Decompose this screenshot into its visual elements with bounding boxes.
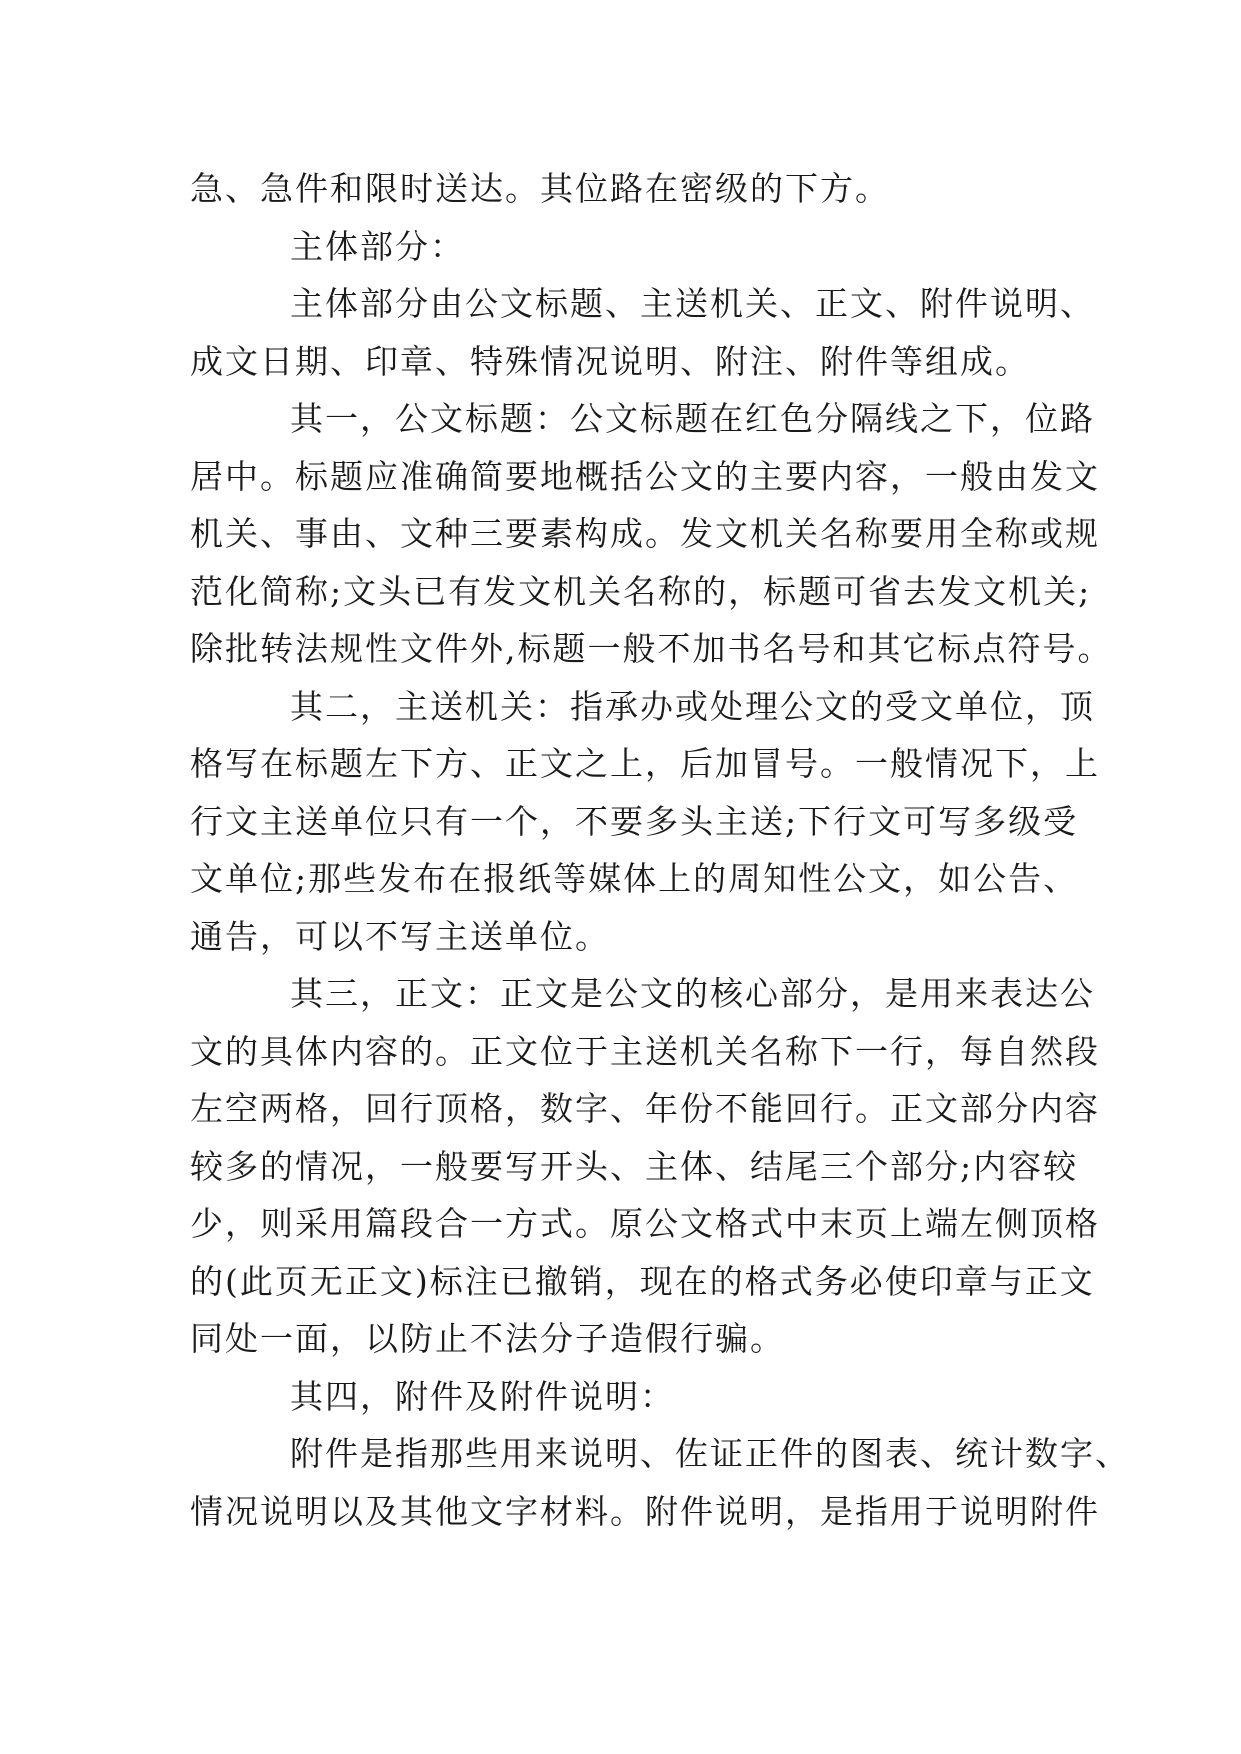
- paragraph-4: [190, 390, 1113, 678]
- section-heading: 其四，附件及附件说明：: [290, 1376, 675, 1416]
- text-line: 通告，可以不写主送单位。: [190, 916, 610, 956]
- text-line: 格写在标题左下方、正文之上，后加冒号。一般情况下，上: [190, 744, 1100, 783]
- text-line: 其三，正文：正文是公文的核心部分，是用来表达公: [290, 974, 1095, 1013]
- text-line: 附件是指那些用来说明、佐证正件的图表、统计数字、: [290, 1434, 1130, 1473]
- paragraph-8: [190, 1425, 1130, 1540]
- text-line: 同处一面，以防止不法分子造假行骗。: [190, 1319, 785, 1358]
- paragraph-1: [190, 160, 1060, 218]
- text-line: 其二，主送机关：指承办或处理公文的受文单位，顶: [290, 686, 1095, 726]
- text-line: 的(此页无正文)标注已撤销，现在的格式务必使印章与正文: [190, 1261, 1095, 1301]
- paragraph-2: [190, 218, 1060, 276]
- text-line: 范化简称;文头已有发文机关名称的，标题可省去发文机关;: [190, 571, 1092, 611]
- section-heading: 主体部分：: [290, 226, 465, 266]
- text-line: 急、急件和限时送达。其位路在密级的下方。: [190, 169, 890, 208]
- paragraph-7: [190, 1368, 1060, 1426]
- text-line: 较多的情况，一般要写开头、主体、结尾三个部分;内容较: [190, 1146, 1079, 1186]
- text-line: 居中。标题应准确简要地概括公文的主要内容，一般由发文: [190, 456, 1100, 496]
- text-line: 其一，公文标题：公文标题在红色分隔线之下，位路: [290, 399, 1095, 438]
- text-line: 主体部分由公文标题、主送机关、正文、附件说明、: [290, 284, 1095, 323]
- text-line: 情况说明以及其他文字材料。附件说明，是指用于说明附件: [190, 1491, 1100, 1531]
- text-line: 文单位;那些发布在报纸等媒体上的周知性公文，如公告、: [190, 859, 1079, 898]
- paragraph-5: [190, 678, 1100, 966]
- text-line: 行文主送单位只有一个，不要多头主送;下行文可写多级受: [190, 801, 1079, 841]
- text-line: 成文日期、印章、特殊情况说明、附注、附件等组成。: [190, 341, 1030, 381]
- text-line: 除批转法规性文件外,标题一般不加书名号和其它标点符号。: [190, 629, 1113, 668]
- paragraph-6: [190, 965, 1100, 1368]
- text-line: 左空两格，回行顶格，数字、年份不能回行。正文部分内容: [190, 1089, 1100, 1128]
- text-line: 机关、事由、文种三要素构成。发文机关名称要用全称或规: [190, 514, 1100, 553]
- text-line: 文的具体内容的。正文位于主送机关名称下一行，每自然段: [190, 1031, 1100, 1071]
- paragraph-3: [190, 275, 1095, 390]
- text-line: 少，则采用篇段合一方式。原公文格式中末页上端左侧顶格: [190, 1204, 1100, 1243]
- document-body: [190, 160, 1130, 1540]
